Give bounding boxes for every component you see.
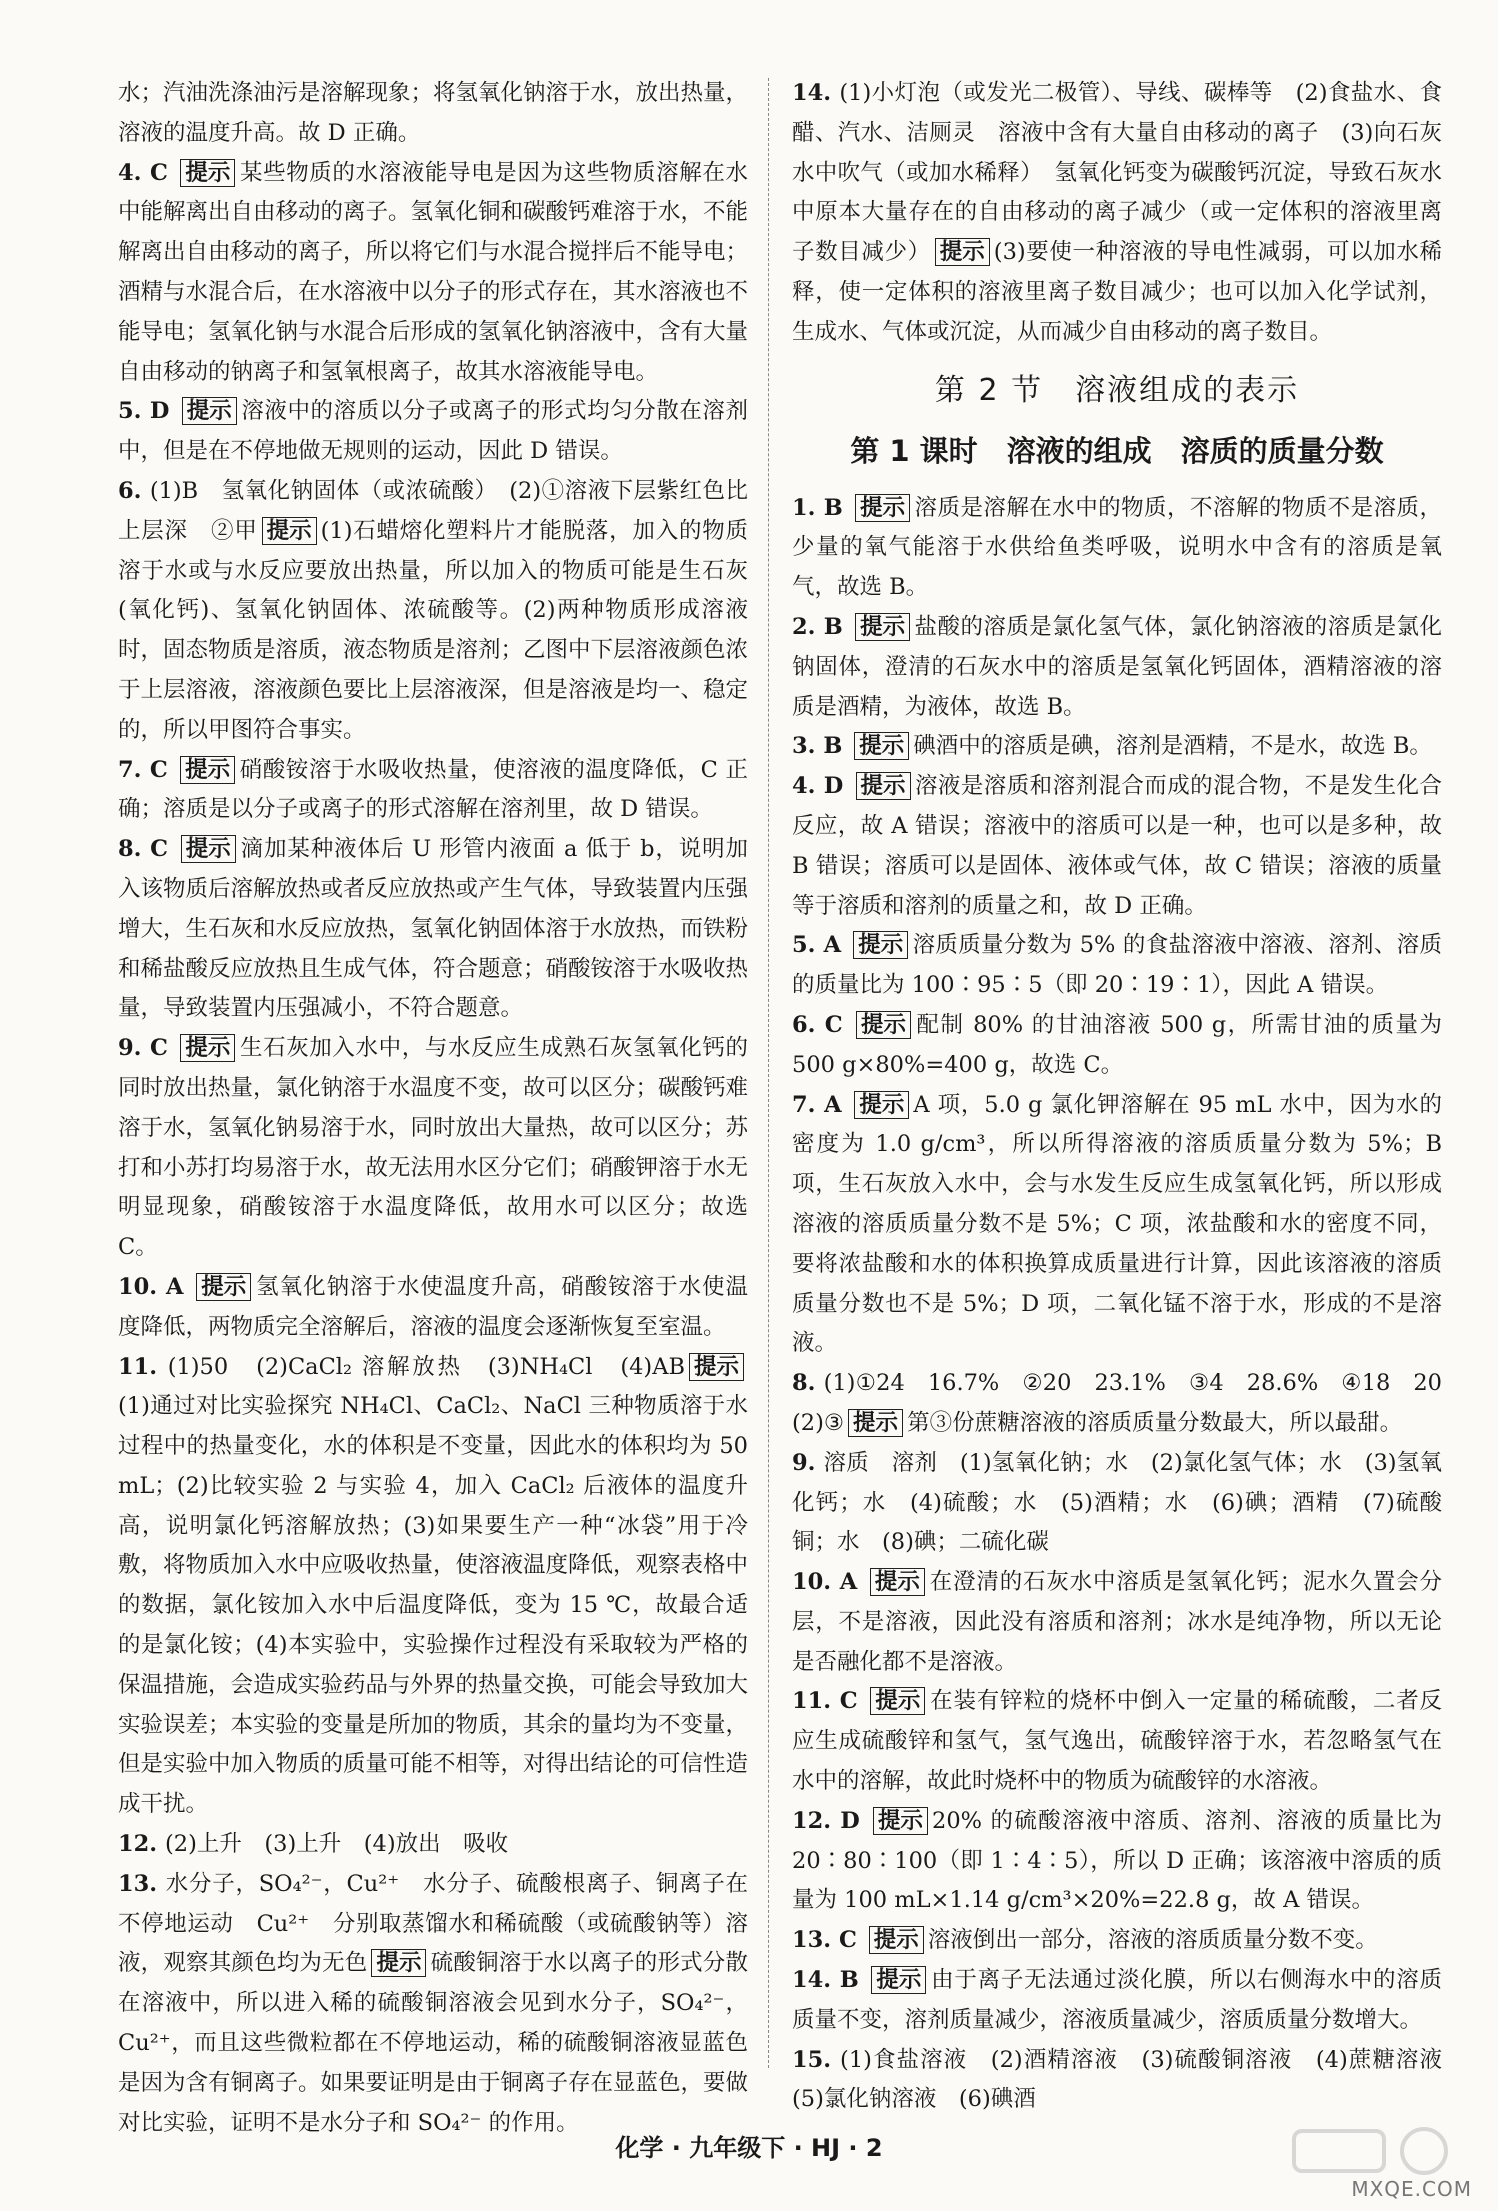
- answer-text: 20% 的硫酸溶液中溶质、溶剂、溶液的质量比为 20∶80∶100（即 1∶4∶5），所以 D 正确；该溶液中溶质的质量为 100 mL×1.14 g/cm³×20%=22.8 g，故 A 错误。: [792, 1807, 1442, 1914]
- answer-text: (1)B 氢氧化钠固体（或浓硫酸） (2)①溶液下层紫红色比上层深 ②甲: [118, 477, 748, 544]
- answer-number: 12. D: [792, 1807, 869, 1834]
- answer-number: 8.: [792, 1370, 824, 1397]
- left-column: [118, 74, 748, 2143]
- hint-label: 提示: [180, 1034, 235, 1062]
- answer-text: 水分子，SO₄²⁻，Cu²⁺ 水分子、硫酸根离子、铜离子在不停地运动 Cu²⁺ 分别取蒸馏水和稀硫酸（或硫酸钠等）溶液，观察其颜色均为无色: [118, 1870, 748, 1977]
- answer-item: [792, 1364, 1465, 1444]
- answer-number: 5. D: [118, 398, 178, 425]
- hint-label: 提示: [854, 1091, 909, 1119]
- hint-label: 提示: [181, 835, 236, 863]
- answer-number: 6. C: [792, 1011, 853, 1038]
- hint-label: 提示: [180, 756, 235, 784]
- section-title: 第 2 节 溶液组成的表示: [934, 372, 1300, 408]
- answer-number: 7. A: [792, 1091, 851, 1118]
- answer-number: 3. B: [792, 733, 851, 760]
- hint-label: 提示: [855, 494, 910, 522]
- hint-label: 提示: [871, 1966, 926, 1994]
- answer-text: (1)①24 16.7% ②20 23.1% ③4 28.6% ④18 20 (2)③: [792, 1370, 1465, 1436]
- answer-text: 溶质 溶剂 (1)氢氧化钠；水 (2)氯化氢气体；水 (3)氢氧化钙；水 (4)硫酸；水 (5)酒精；水 (6)碘；酒精 (7)硫酸铜；水 (8)碘；二硫化碳: [792, 1449, 1442, 1556]
- answer-text: 滴加某种液体后 U 形管内液面 a 低于 b，说明加入该物质后溶解放热或者反应放热或产生气体，导致装置内压强增大，生石灰和水反应放热，氢氧化钠固体溶于水放热，而铁粉和稀盐酸反应放热且生成气体，符合题意；硝酸铵溶于水吸收热量，导致装置内压强减小，不符合题意。: [118, 836, 749, 1022]
- answer-item: [118, 830, 748, 1029]
- answer-number: 1. B: [792, 494, 852, 521]
- answer-number: 9.: [792, 1449, 824, 1476]
- answer-number: 7. C: [118, 756, 177, 783]
- answer-text: 溶液倒出一部分，溶液的溶质质量分数不变。: [927, 1927, 1378, 1954]
- answer-explanation: (1)通过对比实验探究 NH₄Cl、CaCl₂、NaCl 三种物质溶于水过程中的热量变化，水的体积是不变量，因此水的体积均为 50 mL；(2)比较实验 2 与实验 4，加入 CaCl₂ 后液体的温度升高，说明氯化钙溶解放热；(3)如果要生产一种“冰袋”用于冷敷，将物质加入水中应吸收热量，使溶液温度降低，观察表格中的数据，氯化铵加入水中后温度降低，变为 15 ℃，故最合适的是氯化铵；(4)本实验中，实验操作过程没有采取较为严格的保温措施，会造成实验药品与外界的热量交换，可能会导致加大实验误差；本实验的变量是所加的物质，其余的量均为不变量，但是实验中加入物质的质量可能不相等，对得出结论的可信性造成干扰。: [118, 1393, 749, 1818]
- answer-item: [118, 1268, 748, 1348]
- answer-number: 12.: [118, 1831, 165, 1858]
- right-column: [792, 74, 1465, 2120]
- answer-item: [792, 1086, 1442, 1365]
- answer-text: 硝酸铵溶于水吸收热量，使溶液的温度降低，C 正确；溶质是以分子或离子的形式溶解在溶剂里，故 D 错误。: [118, 756, 748, 823]
- answer-item: [118, 472, 748, 751]
- answer-number: 13. C: [792, 1927, 865, 1954]
- answer-text: 某些物质的水溶液能导电是因为这些物质溶解在水中能解离出自由移动的离子。氢氧化铜和碳酸钙难溶于水，不能解离出自由移动的离子，所以将它们与水混合搅拌后不能导电；酒精与水混合后，在水溶液中以分子的形式存在，其水溶液也不能导电；氢氧化钠与水混合后形成的氢氧化钠溶液中，含有大量自由移动的钠离子和氢氧根离子，故其水溶液能导电。: [118, 159, 749, 385]
- answer-item: [792, 608, 1442, 727]
- hint-label: 提示: [935, 238, 990, 266]
- answer-item: [118, 154, 748, 393]
- answer-text: (2)上升 (3)上升 (4)放出 吸收: [164, 1831, 509, 1858]
- answer-item: [792, 1444, 1442, 1563]
- hint-label: 提示: [262, 517, 317, 545]
- answer-number: 9. C: [118, 1035, 177, 1062]
- hint-label: 提示: [180, 159, 235, 187]
- hint-label: 提示: [870, 1568, 925, 1596]
- answer-item: [792, 1921, 1442, 1961]
- answer-explanation: (3)要使一种溶液的导电性减弱，可以加水稀释，使一定体积的溶液里离子数目减少；也可以加入化学试剂，生成水、气体或沉淀，从而减少自由移动的离子数目。: [792, 239, 1442, 345]
- hint-label: 提示: [854, 732, 909, 760]
- answer-item: [118, 74, 748, 154]
- answer-text: 碘酒中的溶质是碘，溶剂是酒精，不是水，故选 B。: [913, 733, 1432, 760]
- hint-label: 提示: [855, 613, 910, 641]
- answer-text: 氢氧化钠溶于水使温度升高，硝酸铵溶于水使温度降低，两物质完全溶解后，溶液的温度会逐渐恢复至室温。: [118, 1273, 748, 1340]
- answer-item: [118, 392, 748, 472]
- answer-item: [792, 1682, 1442, 1801]
- hint-label: 提示: [689, 1353, 744, 1381]
- answer-item: [118, 1348, 748, 1826]
- hint-label: 提示: [182, 397, 237, 425]
- answer-item: [118, 751, 748, 831]
- answer-explanation: 硫酸铜溶于水以离子的形式分散在溶液中，所以进入稀的硫酸铜溶液会见到水分子，SO₄²⁻，Cu²⁺，而且这些微粒都在不停地运动，稀的硫酸铜溶液显蓝色是因为含有铜离子。如果要证明是由于铜离子存在显蓝色，要做对比实验，证明不是水分子和 SO₄²⁻ 的作用。: [118, 1950, 749, 2136]
- answer-number: 15.: [792, 2046, 841, 2073]
- answer-item: [118, 1865, 748, 2144]
- answer-text: 生石灰加入水中，与水反应生成熟石灰氢氧化钙的同时放出热量，氯化钠溶于水温度不变，故可以区分；碳酸钙难溶于水，氢氧化钠易溶于水，同时放出大量热，故可以区分；苏打和小苏打均易溶于水，故无法用水区分它们；硝酸钾溶于水无明显现象，硝酸铵溶于水温度降低，故用水可以区分；故选 C。: [118, 1035, 749, 1261]
- answer-text: A 项，5.0 g 氯化钾溶解在 95 mL 水中，因为水的密度为 1.0 g/cm³，所以所得溶液的溶质质量分数为 5%；B 项，生石灰放入水中，会与水发生反应生成氢氧化钙，所以形成溶液的溶质质量分数不是 5%；C 项，浓盐酸和水的密度不同，要将浓盐酸和水的体积换算成质量进行计算，因此该溶液的溶质质量分数也不是 5%；D 项，二氧化锰不溶于水，形成的不是溶液。: [792, 1091, 1442, 1357]
- answer-item: [792, 2041, 1465, 2121]
- hint-label: 提示: [873, 1807, 928, 1835]
- answer-number: 13.: [118, 1870, 166, 1897]
- answer-text: 水；汽油洗涤油污是溶解现象；将氢氧化钠溶于水，放出热量，溶液的温度升高。故 D 正确。: [118, 80, 749, 146]
- answer-text: 溶液中的溶质以分子或离子的形式均匀分散在溶剂中，但是在不停地做无规则的运动，因此 D 错误。: [118, 398, 748, 465]
- answer-text: (1)50 (2)CaCl₂ 溶解放热 (3)NH₄Cl (4)AB: [167, 1353, 685, 1380]
- hint-label: 提示: [371, 1949, 426, 1977]
- page-footer: 化学 · 九年级下 · HJ · 2: [615, 2134, 883, 2162]
- hint-label: 提示: [856, 772, 911, 800]
- answer-item: [792, 1006, 1442, 1086]
- answer-number: 4. C: [118, 159, 177, 186]
- answer-text: 在装有锌粒的烧杯中倒入一定量的稀硫酸，二者反应生成硫酸锌和氢气，氢气逸出，硫酸锌溶于水，若忽略氢气在水中的溶解，故此时烧杯中的物质为硫酸锌的水溶液。: [792, 1688, 1442, 1795]
- watermark-text: MXQE.COM: [1351, 2177, 1472, 2201]
- answer-number: 14.: [792, 80, 840, 106]
- answer-number: 11. C: [792, 1688, 867, 1715]
- answer-item: [792, 489, 1442, 608]
- answer-number: 11.: [118, 1353, 168, 1380]
- answer-item: [118, 1029, 748, 1268]
- answer-explanation: (1)石蜡熔化塑料片才能脱落，加入的物质溶于水或与水反应要放出热量，所以加入的物质可能是生石灰(氧化钙)、氢氧化钠固体、浓硫酸等。(2)两种物质形成溶液时，固态物质是溶质，液态物质是溶剂；乙图中下层溶液颜色浓于上层溶液，溶液颜色要比上层溶液深，但是溶液是均一、稳定的，所以甲图符合事实。: [118, 517, 749, 743]
- answer-number: 6.: [118, 477, 150, 504]
- hint-label: 提示: [856, 1011, 911, 1039]
- answer-number: 5. A: [792, 932, 850, 959]
- column-divider: [768, 78, 769, 2068]
- answer-item: [792, 926, 1442, 1006]
- answer-text: (1)食盐溶液 (2)酒精溶液 (3)硫酸铜溶液 (4)蔗糖溶液 (5)氯化钠溶液 (6)碘酒: [792, 2046, 1465, 2113]
- hint-label: 提示: [869, 1926, 924, 1954]
- answer-text: 溶质是溶解在水中的物质，不溶解的物质不是溶质，少量的氧气能溶于水供给鱼类呼吸，说明水中含有的溶质是氧气，故选 B。: [792, 494, 1442, 601]
- answer-number: 10. A: [792, 1569, 866, 1596]
- hint-label: 提示: [848, 1409, 903, 1437]
- answer-item: [792, 727, 1442, 767]
- answer-item: [792, 1802, 1442, 1921]
- answer-text: (1)小灯泡（或发光二极管）、导线、碳棒等 (2)食盐水、食醋、汽水、洁厕灵 溶液中含有大量自由移动的离子 (3)向石灰水中吹气（或加水稀释） 氢氧化钙变为碳酸钙沉淀，导致石灰水中原本大量存在的自由移动的离子减少（或一定体积的溶液里离子数目减少）: [792, 80, 1442, 266]
- answer-item: [792, 1961, 1442, 2041]
- answer-text: 配制 80% 的甘油溶液 500 g，所需甘油的质量为 500 g×80%=400 g，故选 C。: [792, 1011, 1442, 1078]
- answer-text: 在澄清的石灰水中溶质是氢氧化钙；泥水久置会分层，不是溶液，因此没有溶质和溶剂；冰水是纯净物，所以无论是否融化都不是溶液。: [792, 1569, 1442, 1675]
- answer-number: 4. D: [792, 773, 852, 800]
- answer-text: 盐酸的溶质是氯化氢气体，氯化钠溶液的溶质是氯化钠固体，澄清的石灰水中的溶质是氢氧化钙固体，酒精溶液的溶质是酒精，为液体，故选 B。: [792, 613, 1442, 720]
- answer-item: [792, 1563, 1442, 1682]
- answer-text: 溶液是溶质和溶剂混合而成的混合物，不是发生化合反应，故 A 错误；溶液中的溶质可以是一种，也可以是多种，故 B 错误；溶质可以是固体、液体或气体，故 C 错误；溶液的质量等于溶质和溶剂的质量之和，故 D 正确。: [792, 773, 1442, 919]
- answer-item: [792, 767, 1442, 926]
- hint-label: 提示: [870, 1687, 925, 1715]
- hint-label: 提示: [853, 931, 908, 959]
- lesson-title: 第 1 课时 溶液的组成 溶质的质量分数: [850, 433, 1384, 468]
- answer-number: 2. B: [792, 613, 852, 640]
- hint-label: 提示: [196, 1273, 251, 1301]
- answer-item: [792, 74, 1442, 353]
- answer-item: [118, 1825, 748, 1865]
- answer-number: 8. C: [118, 836, 177, 863]
- answer-number: 10. A: [118, 1273, 193, 1300]
- answer-explanation: 第③份蔗糖溶液的溶质质量分数最大，所以最甜。: [907, 1409, 1403, 1436]
- answer-text: 溶质质量分数为 5% 的食盐溶液中溶液、溶剂、溶质的质量比为 100∶95∶5（即 20∶19∶1），因此 A 错误。: [792, 932, 1442, 999]
- answer-text: 由于离子无法通过淡化膜，所以右侧海水中的溶质质量不变，溶剂质量减少，溶液质量减少，溶质质量分数增大。: [792, 1967, 1442, 2033]
- answer-number: 14. B: [792, 1967, 868, 1994]
